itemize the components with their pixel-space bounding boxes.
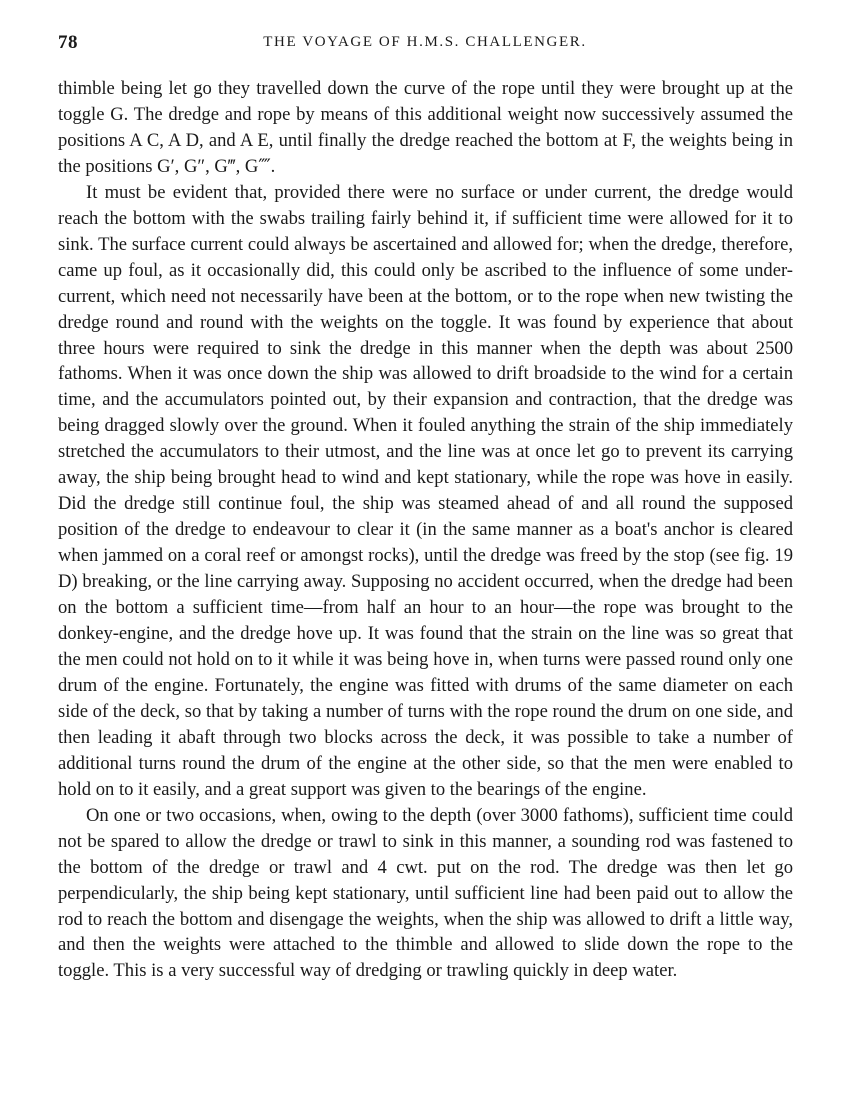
paragraph-dredge-operation: It must be evident that, provided there were no surface or under current, the dredge would reach the bottom with the swabs trailing fairly behind it, if sufficient time were allowed for it to sink. The surface current could always be ascertained and allowed for; when the dredge, therefore, came up foul, as it occasionally did, this could only be ascribed to the influence of some under-current, which need not necessarily have been at the bottom, or to the rope when new twisting the dredge round and round with the weights on the toggle. It was found by experience that about three hours were required to sink the dredge in this manner when the depth was about 2500 fathoms. When it was once down the ship was allowed to drift broadside to the wind for a certain time, and the accumulators pointed out, by their expansion and contraction, that the dredge was being dragged slowly over the ground. When it fouled anything the strain of the ship immediately stretched the accumulators to their utmost, and the line was at once let go to prevent its carrying away, the ship being brought head to wind and kept stationary, while the rope was hove in easily. Did the dredge still continue foul, the ship was steamed ahead of and all round the supposed position of the dredge to endeavour to clear it (in the same manner as a boat's anchor is cleared when jammed on a coral reef or amongst rocks), until the dredge was freed by the stop (see fig. 19 D) breaking, or the line carrying away. Supposing no accident occurred, when the dredge had been on the bottom a sufficient time—from half an hour to an hour—the rope was brought to the donkey-engine, and the dredge hove up. It was found that the strain on the line was so great that the men could not hold on to it while it was being hove in, when turns were passed round only one drum of the engine. Fortunately, the engine was fitted with drums of the same diameter on each side of the deck, so that by taking a number of turns with the rope round the drum on one side, and then leading it abaft through two blocks across the deck, it was possible to take a number of additional turns round the drum of the engine at the other side, so that the men were enabled to hold on to it easily, and a great support was given to the bearings of the engine. [58, 181, 793, 800]
running-title: THE VOYAGE OF H.M.S. CHALLENGER. [263, 34, 587, 50]
body-text [58, 76, 793, 984]
page-number: 78 [58, 32, 78, 53]
paragraph-continuation: thimble being let go they travelled down the curve of the rope until they were brought up at the toggle G. The dredge and rope by means of this additional weight now successively assumed the positions A C, A D, and A E, until finally the dredge reached the bottom at F, the weights being in the positions G′, G″, G‴, G⁗. [58, 78, 793, 177]
page-header [58, 32, 792, 56]
paragraph-deep-water-method: On one or two occasions, when, owing to the depth (over 3000 fathoms), sufficient time could not be spared to allow the dredge or trawl to sink in this manner, a sounding rod was fastened to the bottom of the dredge or trawl and 4 cwt. put on the rod. The dredge was then let go perpendicularly, the ship being kept stationary, until sufficient line had been paid out to allow the rod to reach the bottom and disengage the weights, when the ship was allowed to drift a little way, and then the weights were attached to the thimble and allowed to slide down the rope to the toggle. This is a very successful way of dredging or trawling quickly in deep water. [58, 804, 793, 982]
